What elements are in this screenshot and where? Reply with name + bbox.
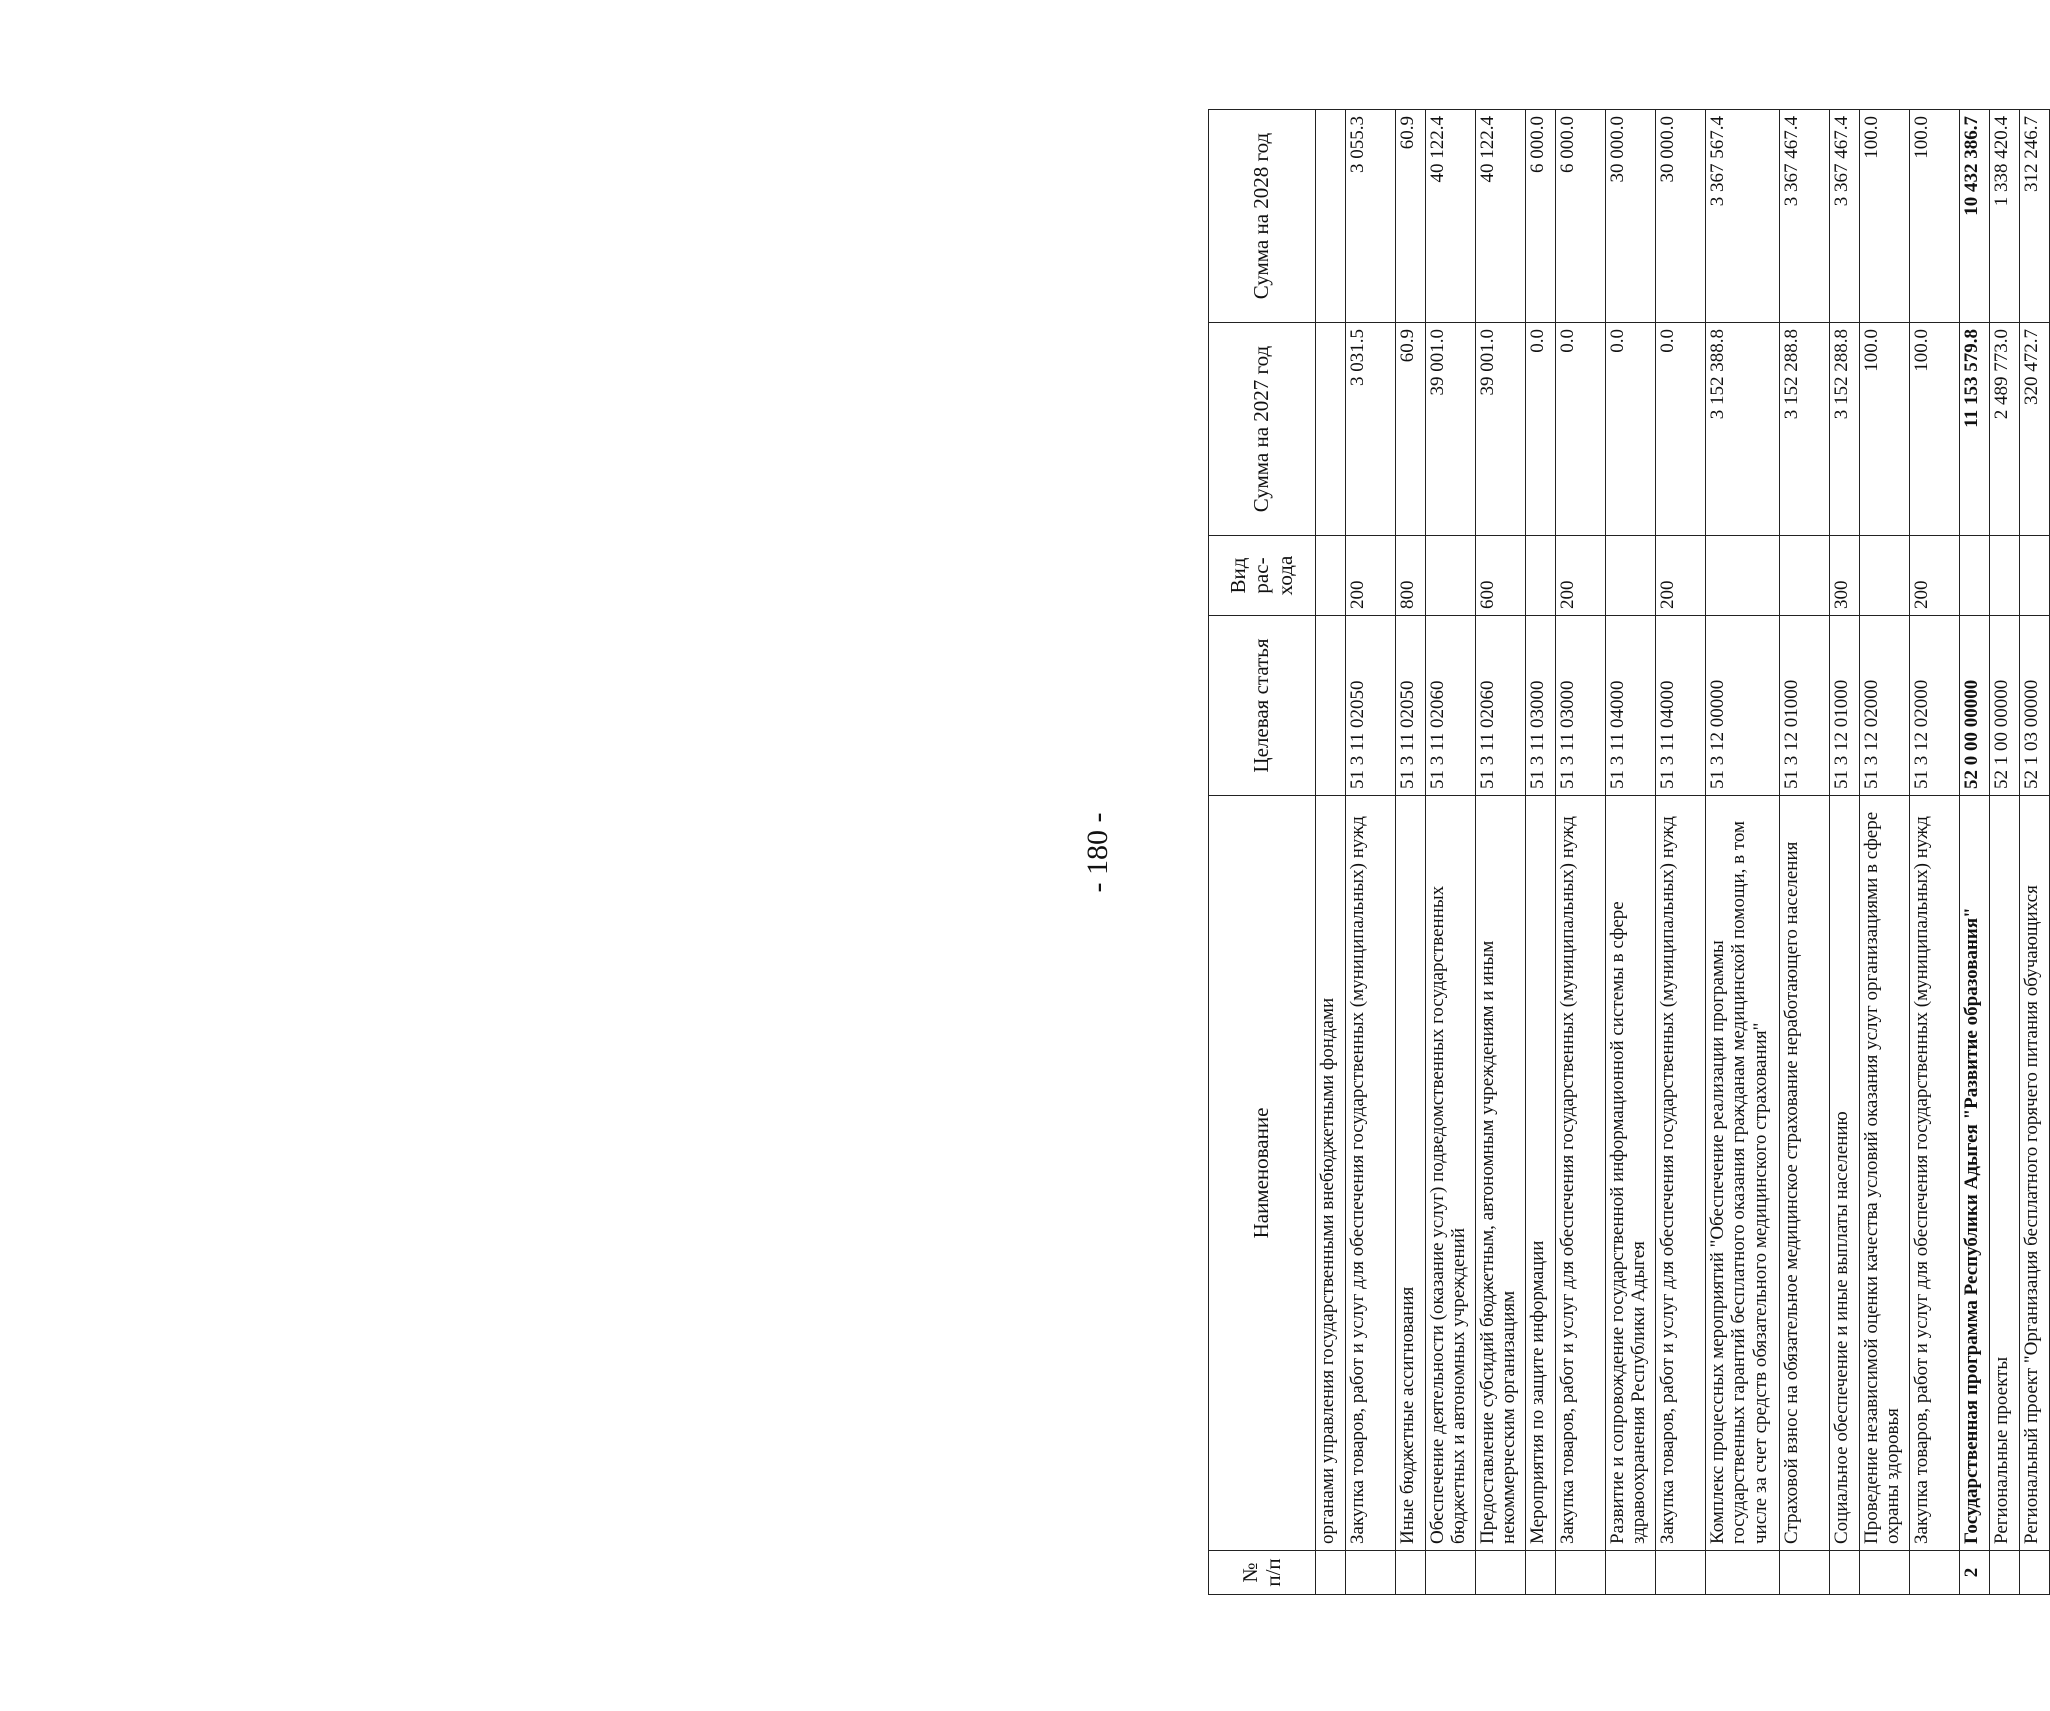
table-row — [1860, 110, 1910, 1595]
cell-target: 52 1 00 00000 — [1990, 616, 2020, 796]
cell-target: 51 3 11 02060 — [1476, 616, 1526, 796]
header-num: № п/п — [1209, 1551, 1316, 1595]
cell-name: Мероприятия по защите информации — [1526, 796, 1556, 1551]
cell-name: Иные бюджетные ассигнования — [1396, 796, 1426, 1551]
cell-name: Закупка товаров, работ и услуг для обеспечения государственных (муниципальных) нужд — [1910, 796, 1960, 1551]
cell-target: 51 3 12 00000 — [1706, 616, 1780, 796]
cell-sum-2028: 60.9 — [1396, 110, 1426, 323]
table-row — [1606, 110, 1656, 1595]
table-row — [1960, 110, 1990, 1595]
cell-type: 200 — [1556, 536, 1606, 616]
cell-name: Предоставление субсидий бюджетным, автономным учреждениям и иным некоммерческим организациям — [1476, 796, 1526, 1551]
cell-target: 52 1 03 00000 — [2020, 616, 2050, 796]
cell-sum-2027: 3 152 288.8 — [1780, 323, 1830, 536]
cell-name: органами управления государственными внебюджетными фондами — [1316, 796, 1346, 1551]
cell-target: 51 3 11 03000 — [1556, 616, 1606, 796]
table-row — [1830, 110, 1860, 1595]
cell-num — [1830, 1551, 1860, 1595]
cell-type — [1526, 536, 1556, 616]
cell-sum-2027: 0.0 — [1656, 323, 1706, 536]
cell-num — [1426, 1551, 1476, 1595]
table-row — [1910, 110, 1960, 1595]
document-page — [1068, 110, 2042, 1595]
header-sum-2027: Сумма на 2027 год — [1209, 323, 1316, 536]
cell-num — [1860, 1551, 1910, 1595]
cell-target: 51 3 11 03000 — [1526, 616, 1556, 796]
cell-sum-2028: 40 122.4 — [1426, 110, 1476, 323]
cell-sum-2028: 40 122.4 — [1476, 110, 1526, 323]
cell-num — [1990, 1551, 2020, 1595]
cell-sum-2027: 3 152 388.8 — [1706, 323, 1780, 536]
cell-sum-2027: 3 031.5 — [1346, 323, 1396, 536]
cell-name: Региональный проект "Организация бесплатного горячего питания обучающихся — [2020, 796, 2050, 1551]
cell-target: 51 3 11 02050 — [1396, 616, 1426, 796]
budget-table — [1208, 109, 2050, 1595]
cell-target: 52 0 00 00000 — [1960, 616, 1990, 796]
cell-target: 51 3 12 01000 — [1830, 616, 1860, 796]
cell-sum-2027 — [1316, 323, 1346, 536]
cell-target: 51 3 11 02050 — [1346, 616, 1396, 796]
cell-sum-2028: 6 000.0 — [1526, 110, 1556, 323]
cell-target: 51 3 12 02000 — [1910, 616, 1960, 796]
cell-type: 300 — [1830, 536, 1860, 616]
header-sum-2028: Сумма на 2028 год — [1209, 110, 1316, 323]
cell-type: 800 — [1396, 536, 1426, 616]
table-header-row — [1209, 110, 1316, 1595]
header-type: Вид рас- хода — [1209, 536, 1316, 616]
table-row — [1346, 110, 1396, 1595]
cell-type — [2020, 536, 2050, 616]
cell-name: Проведение независимой оценки качества условий оказания услуг организациями в сфере охраны здоровья — [1860, 796, 1910, 1551]
cell-sum-2027: 0.0 — [1526, 323, 1556, 536]
cell-sum-2027: 100.0 — [1910, 323, 1960, 536]
cell-num — [1910, 1551, 1960, 1595]
cell-sum-2028: 10 432 386.7 — [1960, 110, 1990, 323]
cell-type: 600 — [1476, 536, 1526, 616]
cell-name: Социальное обеспечение и иные выплаты населению — [1830, 796, 1860, 1551]
cell-sum-2028: 30 000.0 — [1656, 110, 1706, 323]
cell-sum-2027: 0.0 — [1606, 323, 1656, 536]
header-target: Целевая статья — [1209, 616, 1316, 796]
page-number: - 180 - — [1081, 812, 1114, 893]
cell-name: Страховой взнос на обязательное медицинское страхование неработающего населения — [1780, 796, 1830, 1551]
cell-sum-2028: 1 338 420.4 — [1990, 110, 2020, 323]
cell-sum-2027: 11 153 579.8 — [1960, 323, 1990, 536]
cell-type — [1990, 536, 2020, 616]
cell-type — [1860, 536, 1910, 616]
table-row — [1706, 110, 1780, 1595]
cell-name: Обеспечение деятельности (оказание услуг) подведомственных государственных бюджетных и автономных учреждений — [1426, 796, 1476, 1551]
cell-type: 200 — [1910, 536, 1960, 616]
cell-target: 51 3 12 01000 — [1780, 616, 1830, 796]
cell-sum-2028: 312 246.7 — [2020, 110, 2050, 323]
cell-name: Закупка товаров, работ и услуг для обеспечения государственных (муниципальных) нужд — [1556, 796, 1606, 1551]
cell-target: 51 3 11 04000 — [1656, 616, 1706, 796]
cell-num — [1396, 1551, 1426, 1595]
cell-sum-2027: 60.9 — [1396, 323, 1426, 536]
cell-type — [1426, 536, 1476, 616]
cell-num — [1780, 1551, 1830, 1595]
table-row — [1396, 110, 1426, 1595]
cell-sum-2028: 100.0 — [1910, 110, 1960, 323]
table-row — [1526, 110, 1556, 1595]
header-name: Наименование — [1209, 796, 1316, 1551]
cell-sum-2028: 3 367 567.4 — [1706, 110, 1780, 323]
cell-num — [1706, 1551, 1780, 1595]
table-row — [1316, 110, 1346, 1595]
table-row — [1476, 110, 1526, 1595]
cell-type — [1316, 536, 1346, 616]
cell-num — [1346, 1551, 1396, 1595]
cell-sum-2028: 3 367 467.4 — [1830, 110, 1860, 323]
table-row — [1780, 110, 1830, 1595]
table-row — [1426, 110, 1476, 1595]
cell-type — [1606, 536, 1656, 616]
cell-target: 51 3 11 04000 — [1606, 616, 1656, 796]
cell-name: Государственная программа Республики Адыгея "Развитие образования" — [1960, 796, 1990, 1551]
cell-name: Закупка товаров, работ и услуг для обеспечения государственных (муниципальных) нужд — [1656, 796, 1706, 1551]
cell-sum-2028: 6 000.0 — [1556, 110, 1606, 323]
cell-type: 200 — [1656, 536, 1706, 616]
table-row — [1656, 110, 1706, 1595]
cell-sum-2028: 3 367 467.4 — [1780, 110, 1830, 323]
cell-sum-2027: 39 001.0 — [1426, 323, 1476, 536]
cell-name: Региональные проекты — [1990, 796, 2020, 1551]
cell-sum-2027: 2 489 773.0 — [1990, 323, 2020, 536]
cell-num — [1476, 1551, 1526, 1595]
cell-sum-2028: 100.0 — [1860, 110, 1910, 323]
cell-sum-2028: 3 055.3 — [1346, 110, 1396, 323]
table-row — [1990, 110, 2020, 1595]
cell-type: 200 — [1346, 536, 1396, 616]
cell-num — [1556, 1551, 1606, 1595]
cell-target: 51 3 11 02060 — [1426, 616, 1476, 796]
cell-type — [1960, 536, 1990, 616]
cell-sum-2027: 3 152 288.8 — [1830, 323, 1860, 536]
cell-num — [1526, 1551, 1556, 1595]
cell-num — [1656, 1551, 1706, 1595]
table-row — [2020, 110, 2050, 1595]
cell-target — [1316, 616, 1346, 796]
cell-num — [2020, 1551, 2050, 1595]
cell-name: Развитие и сопровождение государственной информационной системы в сфере здравоохранения Республики Адыгея — [1606, 796, 1656, 1551]
cell-name: Комплекс процессных мероприятий "Обеспечение реализации программы государственных гарантий бесплатного оказания гражданам медицинской помощи, в том числе за счет средств обязательного медицинского страхования" — [1706, 796, 1780, 1551]
cell-sum-2027: 320 472.7 — [2020, 323, 2050, 536]
cell-num — [1316, 1551, 1346, 1595]
cell-type — [1706, 536, 1780, 616]
cell-sum-2027: 0.0 — [1556, 323, 1606, 536]
cell-target: 51 3 12 02000 — [1860, 616, 1910, 796]
cell-num — [1606, 1551, 1656, 1595]
cell-sum-2028 — [1316, 110, 1346, 323]
cell-sum-2027: 39 001.0 — [1476, 323, 1526, 536]
cell-sum-2028: 30 000.0 — [1606, 110, 1656, 323]
table-row — [1556, 110, 1606, 1595]
cell-name: Закупка товаров, работ и услуг для обеспечения государственных (муниципальных) нужд — [1346, 796, 1396, 1551]
cell-sum-2027: 100.0 — [1860, 323, 1910, 536]
cell-num: 2 — [1960, 1551, 1990, 1595]
cell-type — [1780, 536, 1830, 616]
